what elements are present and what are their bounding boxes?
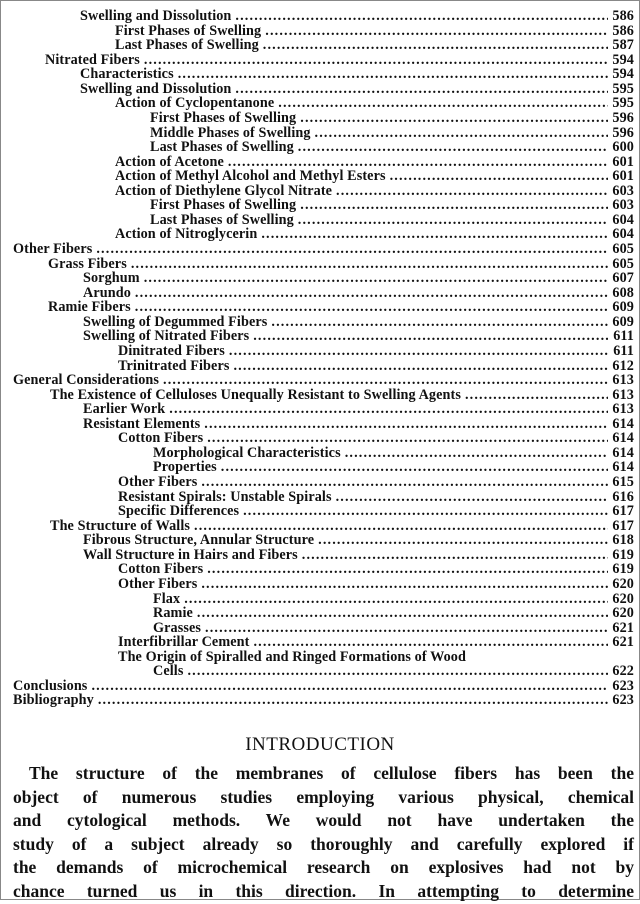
dot-leader xyxy=(261,227,608,242)
toc-entry xyxy=(0,475,640,490)
toc-entry-title: General Considerations xyxy=(13,372,160,389)
dot-leader xyxy=(300,111,608,126)
toc-entry xyxy=(0,300,640,315)
toc-entry-page: 601 xyxy=(612,168,634,185)
toc-entry xyxy=(0,388,640,403)
toc-entry-title: First Phases of Swelling xyxy=(115,22,262,39)
toc-entry-title: Properties xyxy=(153,459,217,476)
toc-entry xyxy=(0,286,640,301)
toc-entry-title: Bibliography xyxy=(13,692,94,709)
toc-entry xyxy=(0,271,640,286)
toc-entry xyxy=(0,227,640,242)
toc-entry-title: The Origin of Spiralled and Ringed Formations of Wood xyxy=(118,648,466,665)
toc-entry-page: 619 xyxy=(612,561,634,578)
toc-entry-page: 622 xyxy=(612,663,634,680)
toc-entry-title: Characteristics xyxy=(80,66,174,83)
toc-entry-page: 586 xyxy=(612,8,634,24)
dot-leader xyxy=(178,67,608,82)
toc-entry-page: 614 xyxy=(612,444,634,461)
dot-leader xyxy=(253,329,608,344)
dot-leader xyxy=(233,359,608,374)
toc-entry xyxy=(0,140,640,155)
paragraph-line: study of a subject already so thoroughly and carefully explored if xyxy=(13,833,634,854)
dot-leader xyxy=(336,490,608,505)
toc-entry-title: Cotton Fibers xyxy=(118,430,204,447)
toc-entry xyxy=(0,24,640,39)
paragraph-line: the demands of microchemical research on explosives had not by xyxy=(13,857,634,878)
toc-entry-title: Fibrous Structure, Annular Structure xyxy=(83,532,315,549)
toc-entry-page: 600 xyxy=(612,139,634,156)
toc-entry xyxy=(0,329,640,344)
toc-entry xyxy=(0,169,640,184)
dot-leader xyxy=(235,9,608,24)
toc-entry-page: 603 xyxy=(612,182,634,199)
toc-entry-title: Middle Phases of Swelling xyxy=(150,124,311,141)
toc-entry xyxy=(0,460,640,475)
toc-entry-title: Specific Differences xyxy=(118,503,240,520)
toc-entry-title: First Phases of Swelling xyxy=(150,109,297,126)
toc-entry xyxy=(0,315,640,330)
toc-entry-title: Swelling of Nitrated Fibers xyxy=(83,328,250,345)
toc-entry xyxy=(0,431,640,446)
toc-entry-title: Last Phases of Swelling xyxy=(150,139,294,156)
toc-entry-page: 611 xyxy=(613,342,634,359)
toc-entry-title: Morphological Characteristics xyxy=(153,444,341,461)
toc-entry-page: 594 xyxy=(612,66,634,83)
toc-entry-title: Interfibrillar Cement xyxy=(118,634,250,651)
toc-entry xyxy=(0,446,640,461)
toc-entry-title: Trinitrated Fibers xyxy=(118,357,230,374)
dot-leader xyxy=(253,635,608,650)
toc-entry xyxy=(0,679,640,694)
toc-entry xyxy=(0,53,640,68)
paragraph-line: The structure of the membranes of cellulose fibers has been the xyxy=(29,763,634,783)
toc-entry-page: 604 xyxy=(612,211,634,228)
dot-leader xyxy=(201,577,608,592)
table-of-contents xyxy=(0,9,640,708)
toc-entry-title: Resistant Spirals: Unstable Spirals xyxy=(118,488,332,505)
toc-entry-page: 617 xyxy=(612,517,634,534)
toc-entry xyxy=(0,184,640,199)
toc-entry xyxy=(0,155,640,170)
dot-leader xyxy=(98,693,608,708)
dot-leader xyxy=(228,155,608,170)
toc-entry xyxy=(0,606,640,621)
toc-entry-title: Ramie Fibers xyxy=(48,299,131,316)
toc-entry-page: 614 xyxy=(612,459,634,476)
toc-entry-page: 608 xyxy=(612,284,634,301)
paragraph-line: chance turned us in this direction. In attempting to determine xyxy=(13,880,634,901)
toc-entry-title: Action of Acetone xyxy=(115,153,224,170)
toc-entry-page: 620 xyxy=(612,590,634,607)
toc-entry-page: 605 xyxy=(612,255,634,272)
dot-leader xyxy=(298,213,608,228)
toc-entry-page: 601 xyxy=(612,153,634,170)
toc-entry-page: 595 xyxy=(612,80,634,97)
toc-entry xyxy=(0,213,640,228)
dot-leader xyxy=(144,53,608,68)
toc-entry-page: 604 xyxy=(612,226,634,243)
toc-entry xyxy=(0,67,640,82)
dot-leader xyxy=(201,475,608,490)
toc-entry xyxy=(0,82,640,97)
dot-leader xyxy=(336,184,608,199)
toc-entry xyxy=(0,373,640,388)
toc-entry xyxy=(0,577,640,592)
toc-entry-title: Arundo xyxy=(83,284,131,301)
toc-entry-title: The Existence of Celluloses Unequally Resistant to Swelling Agents xyxy=(50,386,461,403)
toc-entry-title: The Structure of Walls xyxy=(50,517,191,534)
toc-entry-page: 613 xyxy=(612,401,634,418)
toc-entry-page: 616 xyxy=(612,488,634,505)
toc-entry-title: Last Phases of Swelling xyxy=(115,37,259,54)
dot-leader xyxy=(91,679,608,694)
toc-entry-page: 620 xyxy=(612,575,634,592)
dot-leader xyxy=(204,417,608,432)
paragraph-line: object of numerous studies employing various physical, chemical xyxy=(13,786,634,807)
toc-entry-title: Swelling and Dissolution xyxy=(80,80,232,97)
dot-leader xyxy=(298,140,608,155)
toc-entry-page: 587 xyxy=(612,37,634,54)
dot-leader xyxy=(131,257,608,272)
dot-leader xyxy=(194,519,608,534)
toc-entry-title: Other Fibers xyxy=(118,474,198,490)
toc-entry xyxy=(0,533,640,548)
dot-leader xyxy=(207,431,608,446)
toc-entry xyxy=(0,548,640,563)
toc-entry-page: 596 xyxy=(612,109,634,126)
toc-entry xyxy=(0,417,640,432)
dot-leader xyxy=(205,621,608,636)
toc-entry-page: 617 xyxy=(612,503,634,520)
dot-leader xyxy=(221,460,608,475)
toc-entry-page: 621 xyxy=(612,634,634,651)
toc-entry-title: Cotton Fibers xyxy=(118,561,204,578)
paragraph-line: and cytological methods. We would not have undertaken the xyxy=(13,810,634,831)
toc-entry xyxy=(0,592,640,607)
toc-entry-title: Earlier Work xyxy=(83,401,166,418)
toc-entry-page: 620 xyxy=(612,605,634,622)
toc-entry-title: First Phases of Swelling xyxy=(150,197,297,214)
toc-entry-title: Cells xyxy=(153,663,184,680)
toc-entry-title: Sorghum xyxy=(83,270,140,287)
toc-entry-title: Swelling of Degummed Fibers xyxy=(83,313,268,330)
toc-entry-title: Action of Nitroglycerin xyxy=(115,226,258,243)
dot-leader xyxy=(135,300,608,315)
dot-leader xyxy=(465,388,608,403)
dot-leader xyxy=(271,315,608,330)
toc-entry-title: Flax xyxy=(153,590,181,607)
toc-entry xyxy=(0,693,640,708)
toc-entry-title: Grass Fibers xyxy=(48,255,127,272)
dot-leader xyxy=(135,286,608,301)
toc-entry-title: Other Fibers xyxy=(118,575,198,592)
toc-entry-page: 611 xyxy=(613,328,634,345)
toc-entry-title: Resistant Elements xyxy=(83,415,201,432)
toc-entry-title: Action of Methyl Alcohol and Methyl Esters xyxy=(115,168,386,185)
toc-entry-page: 619 xyxy=(612,546,634,563)
toc-entry xyxy=(0,664,640,679)
dot-leader xyxy=(263,38,608,53)
dot-leader xyxy=(197,606,608,621)
toc-entry-page: 623 xyxy=(612,692,634,709)
introduction-paragraph xyxy=(13,762,634,904)
toc-entry-page: 621 xyxy=(612,619,634,636)
toc-entry xyxy=(0,504,640,519)
dot-leader xyxy=(318,533,608,548)
toc-entry-title: Grasses xyxy=(153,619,201,636)
toc-entry xyxy=(0,562,640,577)
toc-entry-page: 586 xyxy=(612,22,634,39)
toc-entry xyxy=(0,402,640,417)
toc-entry-title: Swelling and Dissolution xyxy=(80,8,232,24)
toc-entry-page: 605 xyxy=(612,241,634,257)
dot-leader xyxy=(187,664,608,679)
toc-entry xyxy=(0,359,640,374)
toc-entry xyxy=(0,9,640,24)
toc-entry xyxy=(0,257,640,272)
toc-entry-page: 614 xyxy=(612,415,634,432)
dot-leader xyxy=(390,169,608,184)
toc-entry-page: 614 xyxy=(612,430,634,447)
dot-leader xyxy=(315,126,608,141)
toc-entry-title: Action of Cyclopentanone xyxy=(115,95,275,112)
toc-entry xyxy=(0,242,640,257)
toc-entry-title: Action of Diethylene Glycol Nitrate xyxy=(115,182,333,199)
toc-entry-title: Wall Structure in Hairs and Fibers xyxy=(83,546,298,563)
toc-entry-page: 613 xyxy=(612,386,634,403)
toc-entry-page: 595 xyxy=(612,95,634,112)
toc-entry-page: 609 xyxy=(612,299,634,316)
section-heading: INTRODUCTION xyxy=(245,734,395,755)
toc-entry xyxy=(0,490,640,505)
toc-entry-page: 615 xyxy=(612,474,634,490)
toc-entry-page: 594 xyxy=(612,51,634,68)
toc-entry xyxy=(0,126,640,141)
toc-entry-title: Conclusions xyxy=(13,677,88,694)
toc-entry-page: 618 xyxy=(612,532,634,549)
toc-entry xyxy=(0,198,640,213)
dot-leader xyxy=(243,504,608,519)
dot-leader xyxy=(345,446,608,461)
toc-entry-title: Last Phases of Swelling xyxy=(150,211,294,228)
dot-leader xyxy=(207,562,608,577)
dot-leader xyxy=(300,198,608,213)
toc-entry xyxy=(0,96,640,111)
toc-entry xyxy=(0,635,640,650)
toc-entry-page: 596 xyxy=(612,124,634,141)
toc-entry-title: Other Fibers xyxy=(13,241,93,257)
dot-leader xyxy=(144,271,608,286)
toc-entry-title: Ramie xyxy=(153,605,193,622)
dot-leader xyxy=(163,373,608,388)
dot-leader xyxy=(265,24,608,39)
toc-entry xyxy=(0,344,640,359)
toc-entry-page: 603 xyxy=(612,197,634,214)
dot-leader xyxy=(302,548,608,563)
toc-entry xyxy=(0,621,640,636)
dot-leader xyxy=(278,96,608,111)
dot-leader xyxy=(229,344,608,359)
toc-entry xyxy=(0,519,640,534)
dot-leader xyxy=(169,402,608,417)
toc-entry-page: 613 xyxy=(612,372,634,389)
toc-entry xyxy=(0,38,640,53)
dot-leader xyxy=(184,592,608,607)
toc-entry-page: 612 xyxy=(612,357,634,374)
toc-entry xyxy=(0,650,640,665)
dot-leader xyxy=(96,242,608,257)
toc-entry-page: 609 xyxy=(612,313,634,330)
toc-entry-title: Dinitrated Fibers xyxy=(118,342,225,359)
dot-leader xyxy=(235,82,608,97)
toc-entry xyxy=(0,111,640,126)
toc-entry-page: 623 xyxy=(612,677,634,694)
toc-entry-title: Nitrated Fibers xyxy=(45,51,140,68)
toc-entry-page: 607 xyxy=(612,270,634,287)
